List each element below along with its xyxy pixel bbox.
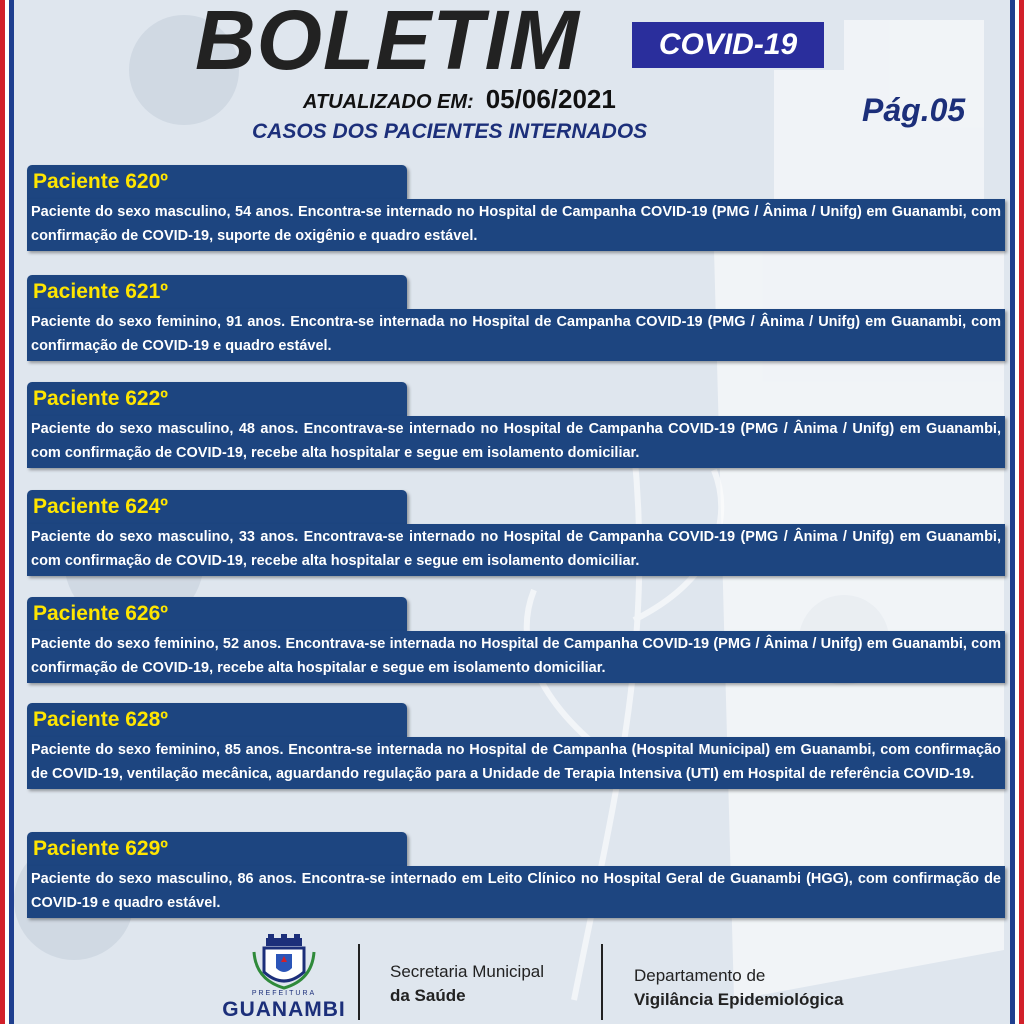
guanambi-logo bbox=[214, 932, 354, 1024]
departamento-line1: Departamento de bbox=[634, 966, 766, 985]
departamento-line2: Vigilância Epidemiológica bbox=[634, 990, 844, 1009]
patient-card bbox=[27, 832, 1005, 918]
patient-card bbox=[27, 490, 1005, 576]
patient-label: Paciente 624º bbox=[27, 490, 407, 524]
patient-label: Paciente 622º bbox=[27, 382, 407, 416]
coat-of-arms-icon bbox=[214, 932, 354, 992]
patient-card bbox=[27, 275, 1005, 361]
patient-card bbox=[27, 382, 1005, 468]
patient-card bbox=[27, 165, 1005, 251]
page-subtitle: CASOS DOS PACIENTES INTERNADOS bbox=[252, 120, 648, 143]
patient-label: Paciente 626º bbox=[27, 597, 407, 631]
patient-description: Paciente do sexo masculino, 33 anos. Encontrava-se internado no Hospital de Campanha COVID-19 (PMG / Ânima / Unifg) em Guanambi, com confirmação de COVID-19, recebe alta hospitalar e segue em isolamento domiciliar. bbox=[27, 524, 1005, 576]
updated-label: ATUALIZADO EM: bbox=[303, 91, 474, 113]
secretaria-text bbox=[390, 960, 544, 1008]
footer-divider bbox=[601, 944, 603, 1020]
page-title: BOLETIM bbox=[195, 0, 580, 87]
left-flag-border bbox=[0, 0, 14, 1024]
patient-description: Paciente do sexo masculino, 54 anos. Encontra-se internado no Hospital de Campanha COVID-19 (PMG / Ânima / Unifg) em Guanambi, com confirmação de COVID-19, suporte de oxigênio e quadro estável. bbox=[27, 199, 1005, 251]
logo-guanambi-text: GUANAMBI bbox=[222, 998, 346, 1021]
patient-description: Paciente do sexo feminino, 52 anos. Encontrava-se internada no Hospital de Campanha COVID-19 (PMG / Ânima / Unifg) em Guanambi, com confirmação de COVID-19, recebe alta hospitalar e segue em isolamento domiciliar. bbox=[27, 631, 1005, 683]
updated-line bbox=[303, 84, 616, 115]
patient-label: Paciente 628º bbox=[27, 703, 407, 737]
patient-description: Paciente do sexo masculino, 48 anos. Encontrava-se internado no Hospital de Campanha COVID-19 (PMG / Ânima / Unifg) em Guanambi, com confirmação de COVID-19, recebe alta hospitalar e segue em isolamento domiciliar. bbox=[27, 416, 1005, 468]
footer bbox=[14, 928, 1010, 1024]
patient-card bbox=[27, 597, 1005, 683]
patient-description: Paciente do sexo masculino, 86 anos. Encontra-se internado em Leito Clínico no Hospital Geral de Guanambi (HGG), com confirmação de COVID-19 e quadro estável. bbox=[27, 866, 1005, 918]
page-number: Pág.05 bbox=[862, 92, 966, 128]
patient-label: Paciente 621º bbox=[27, 275, 407, 309]
logo-prefeitura-text: PREFEITURA bbox=[251, 990, 317, 997]
footer-divider bbox=[358, 944, 360, 1020]
secretaria-line1: Secretaria Municipal bbox=[390, 962, 545, 981]
secretaria-line2: da Saúde bbox=[390, 986, 466, 1005]
covid-badge: COVID-19 bbox=[632, 22, 824, 68]
departamento-text bbox=[634, 964, 843, 1012]
patient-description: Paciente do sexo feminino, 91 anos. Encontra-se internada no Hospital de Campanha COVID-19 (PMG / Ânima / Unifg) em Guanambi, com confirmação de COVID-19 e quadro estável. bbox=[27, 309, 1005, 361]
patient-card bbox=[27, 703, 1005, 789]
patient-label: Paciente 620º bbox=[27, 165, 407, 199]
patient-description: Paciente do sexo feminino, 85 anos. Encontra-se internada no Hospital de Campanha (Hospital Municipal) em Guanambi, com confirmação de COVID-19, ventilação mecânica, aguardando regulação para a Unidade de Terapia Intensiva (UTI) em Hospital de referência COVID-19. bbox=[27, 737, 1005, 789]
updated-date: 05/06/2021 bbox=[485, 84, 616, 114]
patient-label: Paciente 629º bbox=[27, 832, 407, 866]
right-flag-border bbox=[1010, 0, 1024, 1024]
